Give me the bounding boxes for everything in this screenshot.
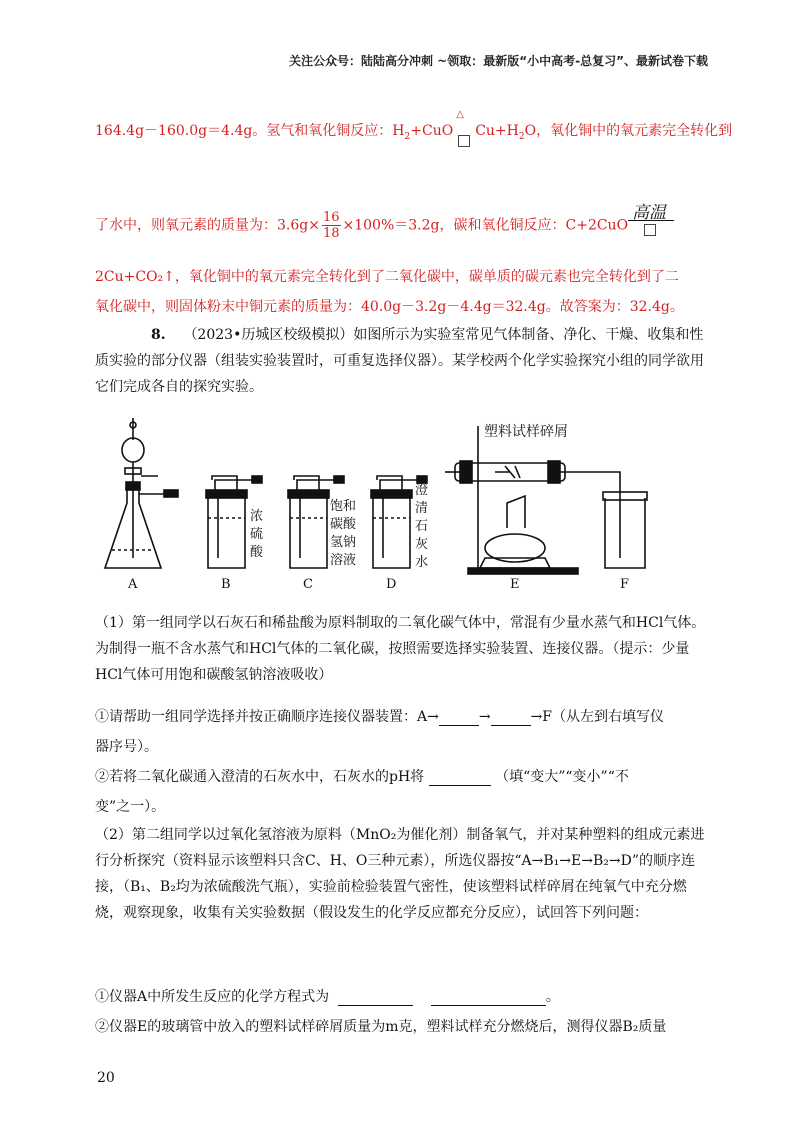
apparatus-figure [100, 418, 700, 593]
fraction-denominator: 18 [322, 226, 340, 241]
answer-line-2 [95, 202, 674, 241]
answer-text: Cu+H [475, 123, 519, 139]
answer-blank-3[interactable] [429, 771, 491, 786]
d-label-2: 清 [415, 501, 429, 516]
fraction [322, 210, 341, 241]
answer-blank-1[interactable] [439, 711, 479, 726]
page-header: 关注公众号：陆陆高分冲刺 ~领取：最新版“小中高考-总复习”、最新试卷下载 [289, 54, 708, 68]
c-label-3: 氢钠 [330, 535, 357, 550]
apparatus-a [105, 418, 178, 568]
high-temp-label: 高温 [632, 202, 667, 223]
answer-text: O，氧化铜中的氧元素完全转化到 [524, 123, 733, 139]
d-label-4: 灰 [415, 537, 429, 552]
c-label-2: 碳酸 [330, 517, 357, 532]
condition-box [644, 224, 656, 236]
question-stem [95, 322, 707, 400]
heat-symbol: △ [456, 109, 464, 120]
q1b-line [95, 766, 629, 786]
question-stem-text: （2023•历城区校级模拟）如图所示为实验室常见气体制备、净化、干燥、收集和性质实验的部分仪器（组装实验装置时，可重复选择仪器）。某学校两个化学实验探究小组的同学欲用它们完成各自的探究实验。 [95, 327, 704, 395]
d-label-3: 石 [415, 519, 429, 534]
label-e: E [510, 577, 520, 592]
figure-top-label: 塑料试样碎屑 [484, 424, 568, 440]
q1a-line-2: 器序号）。 [95, 739, 158, 755]
q2a-text: ①仪器A中所发生反应的化学方程式为 [95, 989, 330, 1005]
answer-text: 164.4g－160.0g＝4.4g。氢气和氧化铜反应：H [95, 123, 405, 139]
q1b-line-2: 变”之一）。 [95, 799, 166, 815]
condition-box [458, 135, 470, 147]
q2b-line: ②仪器E的玻璃管中放入的塑料试样碎屑质量为m克，塑料试样充分燃烧后，测得仪器B₂质量 [95, 1019, 667, 1035]
part-2-intro: （2）第二组同学以过氧化氢溶液为原料（MnO₂为催化剂）制备氧气，并对某种塑料的组成元素进行分析探究（资料显示该塑料只含C、H、O三种元素），所选仪器按“A→B₁→E→B₂→D”的顺序连接，（B₁、B₂均为浓硫酸洗气瓶），实验前检验装置气密性，使该塑料试样碎屑在纯氧气中充分燃烧，观察现象，收集有关实验数据（假设发生的化学反应都充分反应），试回答下列问题： [95, 827, 705, 921]
q1a-line [95, 706, 664, 726]
answer-text: 了水中，则氧元素的质量为：3.6g× [95, 217, 320, 234]
d-label-5: 水 [415, 555, 429, 570]
b-label-2: 硫 [250, 527, 264, 542]
b-label-1: 浓 [250, 509, 264, 524]
c-label-4: 溶液 [330, 553, 357, 568]
part-1-intro: （1）第一组同学以石灰石和稀盐酸为原料制取的二氧化碳气体中，常混有少量水蒸气和HCl气体。为制得一瓶不含水蒸气和HCl气体的二氧化碳，按照需要选择实验装置、连接仪器。（提示：少量HCl气体可用饱和碳酸氢钠溶液吸收） [95, 615, 706, 683]
reaction-condition [453, 109, 475, 147]
answer-blank-4[interactable] [338, 991, 413, 1006]
high-temp-condition [628, 202, 674, 236]
page-number: 20 [97, 1070, 115, 1086]
fraction-numerator: 16 [322, 210, 340, 225]
answer-line-1: 164.4g－160.0g＝4.4g。氢气和氧化铜反应：$H_2+CuO$ △ $Cu+H_2O$，氧化铜中的氧元素完全转化到 [95, 120, 732, 147]
answer-line-3: 2Cu+CO₂↑，氧化铜中的氧元素完全转化到了二氧化碳中，碳单质的碳元素也完全转化到了二 [95, 269, 679, 285]
apparatus-e [445, 426, 600, 574]
apparatus-f [600, 472, 647, 568]
condition-bar [628, 220, 674, 221]
arrow: → [478, 709, 491, 725]
q2a-text: 。 [545, 989, 560, 1005]
q1a-text: ①请帮助一组同学选择并按正确顺序连接仪器装置：A→ [95, 709, 439, 725]
answer-blank-5[interactable] [431, 991, 546, 1006]
label-a: A [128, 577, 138, 592]
answer-blank-2[interactable] [491, 711, 531, 726]
q2a-line [95, 986, 560, 1006]
answer-line-4: 氧化碳中，则固体粉末中铜元素的质量为：40.0g－3.2g－4.4g＝32.4g。故答案为：32.4g。 [95, 299, 684, 315]
label-d: D [386, 577, 397, 592]
label-b: B [221, 577, 231, 592]
label-f: F [620, 577, 630, 592]
d-label-1: 澄 [415, 483, 429, 498]
c-label-1: 饱和 [330, 499, 357, 514]
question-number: 8. [151, 327, 166, 343]
q1b-text: （填“变大”“变小”“不 [495, 769, 629, 785]
q1a-text: →F（从左到右填写仪 [530, 709, 665, 725]
answer-text: +CuO [410, 123, 454, 139]
q1b-text: ②若将二氧化碳通入澄清的石灰水中，石灰水的pH将 [95, 769, 425, 785]
answer-text: ×100%＝3.2g，碳和氧化铜反应：C+2CuO [342, 217, 629, 234]
label-c: C [303, 577, 313, 592]
b-label-3: 酸 [250, 545, 264, 560]
